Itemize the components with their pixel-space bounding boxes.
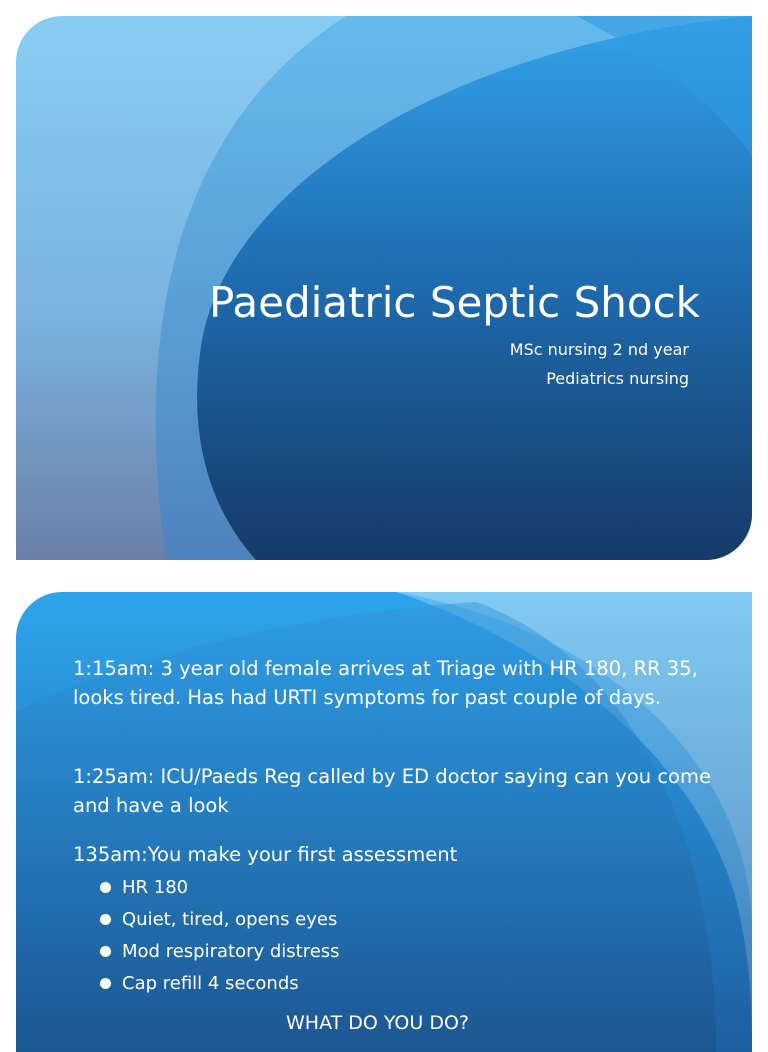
bullet-dot-icon: [100, 978, 111, 989]
case-slide: [16, 592, 752, 1052]
subtitle-line-2: Pediatrics nursing: [546, 369, 689, 388]
case-paragraph-1: 1:15am: 3 year old female arrives at Triage with HR 180, RR 35, looks tired. Has had URTI symptoms for past couple of days.: [73, 657, 698, 709]
bullet-dot-icon: [100, 914, 111, 925]
case-paragraph-3: 135am:You make your first assessment: [73, 843, 458, 866]
assessment-list: [98, 872, 340, 1000]
question-heading: WHAT DO YOU DO?: [286, 1012, 470, 1034]
bullet-dot-icon: [100, 946, 111, 957]
list-item: [98, 904, 340, 936]
list-item: [98, 936, 340, 968]
case-paragraph-2: 1:25am: ICU/Paeds Reg called by ED doctor saying can you come and have a look: [73, 765, 711, 817]
list-item-label: Cap refill 4 seconds: [122, 973, 299, 994]
list-item-label: HR 180: [122, 877, 189, 898]
bullet-dot-icon: [100, 882, 111, 893]
list-item: [98, 968, 340, 1000]
title-slide: [16, 16, 752, 560]
slide-title: Paediatric Septic Shock: [208, 278, 700, 327]
list-item-label: Quiet, tired, opens eyes: [122, 909, 338, 930]
list-item: [98, 872, 340, 904]
subtitle-line-1: MSc nursing 2 nd year: [509, 340, 689, 359]
list-item-label: Mod respiratory distress: [122, 941, 340, 962]
